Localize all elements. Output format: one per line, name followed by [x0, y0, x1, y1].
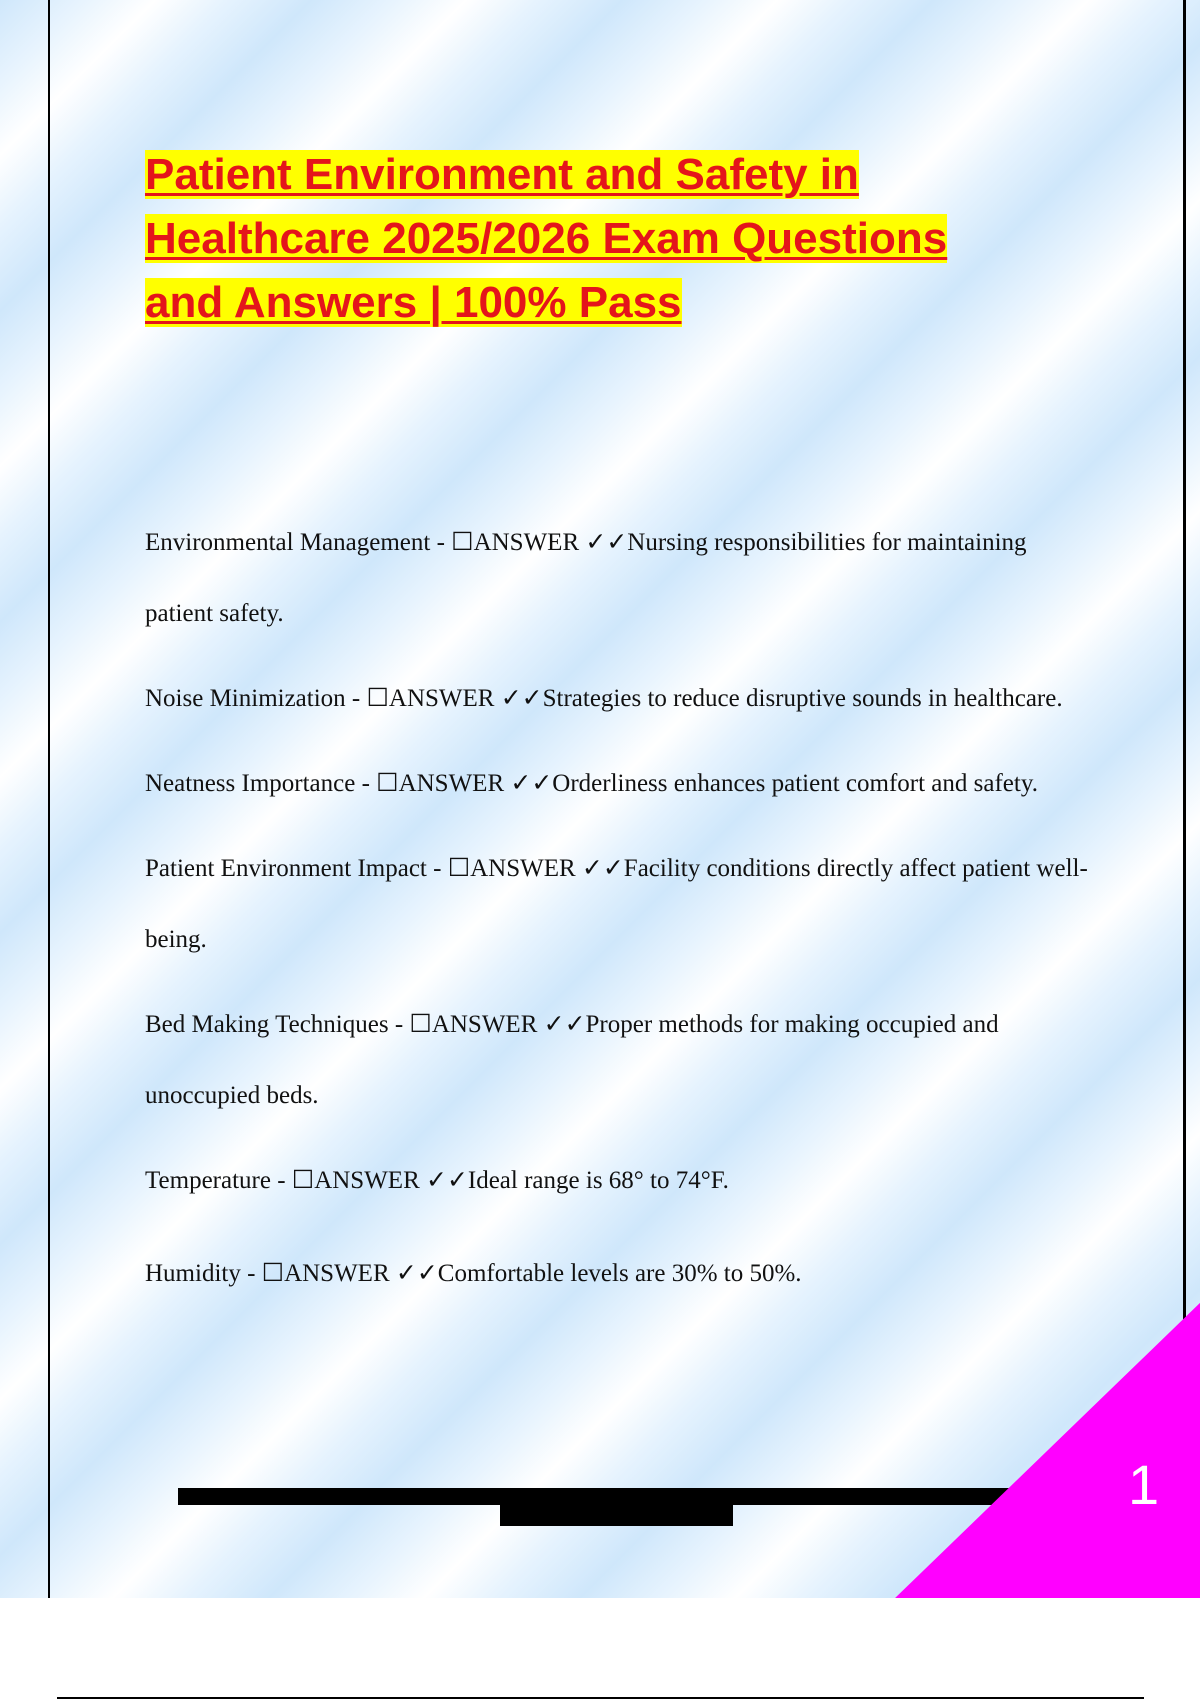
bottom-rule [57, 1697, 1144, 1699]
page-number: 1 [1128, 1453, 1160, 1516]
qa-item: Temperature - ☐ANSWER ✓✓Ideal range is 68° to 74°F. [145, 1167, 729, 1194]
qa-item: Bed Making Techniques - ☐ANSWER ✓✓Proper methods for making occupied and unoccupied beds. [145, 1011, 999, 1109]
document-title [145, 143, 1045, 335]
qa-item: Patient Environment Impact - ☐ANSWER ✓✓Facility conditions directly affect patient well-being. [145, 855, 1088, 953]
qa-item: Neatness Importance - ☐ANSWER ✓✓Orderliness enhances patient comfort and safety. [145, 770, 1038, 797]
qa-list [145, 507, 1095, 1331]
left-border [48, 0, 50, 1598]
footer-tab [500, 1500, 733, 1526]
title-line-3: and Answers | 100% Pass [145, 278, 682, 327]
page-corner-triangle [893, 1300, 1200, 1598]
title-line-1: Patient Environment and Safety in [145, 150, 859, 199]
qa-item: Noise Minimization - ☐ANSWER ✓✓Strategies to reduce disruptive sounds in healthcare. [145, 685, 1063, 712]
qa-item: Environmental Management - ☐ANSWER ✓✓Nursing responsibilities for maintaining patient safety. [145, 529, 1027, 627]
qa-item: Humidity - ☐ANSWER ✓✓Comfortable levels are 30% to 50%. [145, 1260, 802, 1287]
title-line-2: Healthcare 2025/2026 Exam Questions [145, 214, 948, 263]
